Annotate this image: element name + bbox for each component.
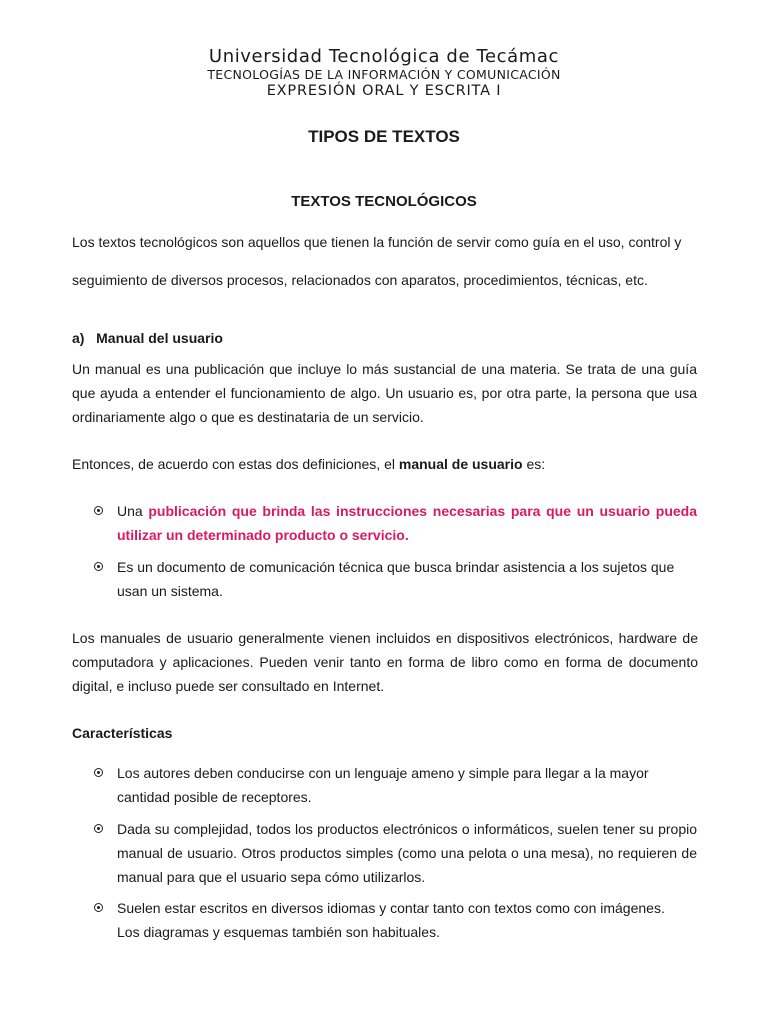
definition-bullet-2: Es un documento de comunicación técnica que busca brindar asistencia a los sujetos que usan un sistema. [117, 559, 675, 599]
conclusion-prefix: Entonces, de acuerdo con estas dos definiciones, el [72, 456, 399, 472]
course-name: EXPRESIÓN ORAL Y ESCRITA I [266, 83, 502, 99]
characteristic-item: Dada su complejidad, todos los productos electrónicos o informáticos, suelen tener su propio manual de usuario. Otros productos simples (como una pelota o una mesa), no requieren de manual para que el usuario sepa cómo utilizarlos. [117, 821, 697, 885]
conclusion-bold: manual de usuario [398, 456, 523, 472]
bullet-icon [94, 824, 103, 833]
definition-bullet-1 [117, 499, 697, 547]
conclusion-suffix: es: [522, 456, 546, 472]
section-title: TEXTOS TECNOLÓGICOS [291, 193, 477, 210]
bullet-icon [94, 562, 103, 571]
program-name: TECNOLOGÍAS DE LA INFORMACIÓN Y COMUNICACIÓN [207, 67, 561, 82]
subsection-marker: a) [72, 330, 85, 346]
intro-paragraph: Los textos tecnológicos son aquellos que tienen la función de servir como guía en el uso, control y seguimiento de diversos procesos, relacionados con aparatos, procedimientos, técnicas, etc. [72, 234, 682, 288]
subsection-title: Manual del usuario [96, 330, 223, 346]
bullet-1-prefix: Una [117, 503, 149, 519]
page-title: TIPOS DE TEXTOS [308, 127, 460, 146]
bullet-icon [94, 506, 103, 515]
subsection-heading [72, 326, 223, 350]
conclusion-paragraph [72, 452, 697, 476]
bullet-1-highlight: publicación que brinda las instrucciones necesarias para que un usuario pueda utilizar un determinado producto o servicio. [117, 503, 697, 543]
characteristics-heading: Características [72, 725, 173, 741]
characteristic-item: Los autores deben conducirse con un lenguaje ameno y simple para llegar a la mayor cantidad posible de receptores. [117, 765, 649, 805]
manuals-paragraph: Los manuales de usuario generalmente vienen incluidos en dispositivos electrónicos, hardware de computadora y aplicaciones. Pueden venir tanto en forma de libro como en forma de documento digital, e incluso puede ser consultado en Internet. [72, 630, 698, 694]
bullet-icon [94, 903, 103, 912]
definition-paragraph: Un manual es una publicación que incluye lo más sustancial de una materia. Se trata de una guía que ayuda a entender el funcionamiento de algo. Un usuario es, por otra parte, la persona que usa ordinariamente algo o que es destinataria de un servicio. [72, 361, 697, 425]
bullet-icon [94, 768, 103, 777]
characteristic-item: Suelen estar escritos en diversos idiomas y contar tanto con textos como con imágenes. [117, 900, 665, 916]
characteristic-item-continued: Los diagramas y esquemas también son habituales. [117, 924, 440, 940]
university-name: Universidad Tecnológica de Tecámac [208, 46, 560, 67]
